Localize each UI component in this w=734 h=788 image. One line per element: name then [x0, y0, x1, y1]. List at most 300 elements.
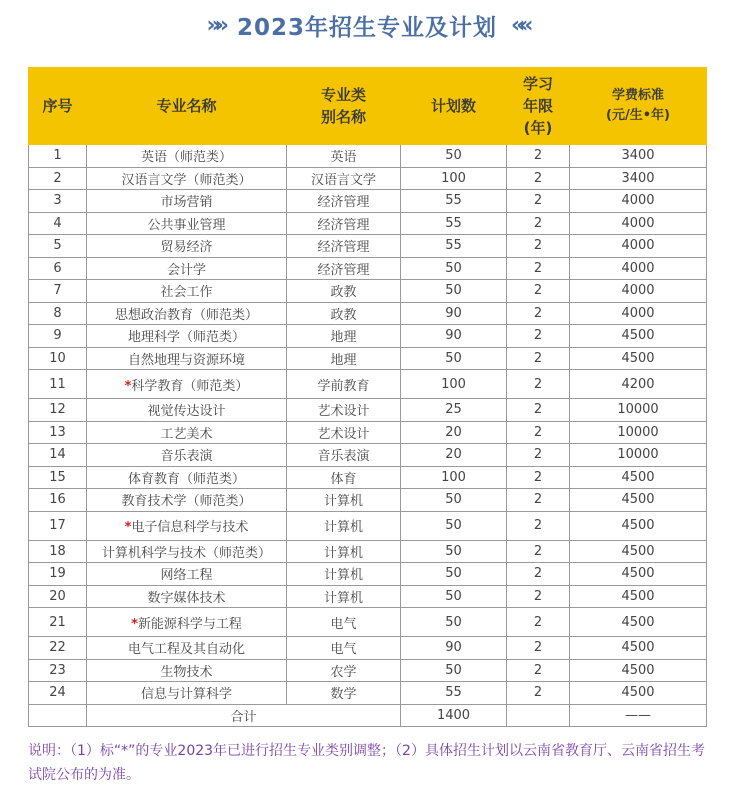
cell-plan [401, 608, 507, 637]
cell-plan [401, 190, 507, 213]
cell-no [29, 659, 87, 682]
cell-category [287, 235, 401, 258]
cell-years-text: 2 [533, 215, 543, 231]
cell-no [29, 444, 87, 467]
cell-no [29, 280, 87, 303]
cell-category [287, 466, 401, 489]
cell-category-text: 汉语言文学 [310, 172, 376, 188]
cell-years [507, 347, 570, 370]
cell-years [507, 421, 570, 444]
cell-category [287, 421, 401, 444]
cell-category-text: 地理 [330, 352, 357, 368]
table-row [29, 637, 707, 660]
chevron-left-double-icon: «« [511, 12, 528, 38]
cell-years-text: 2 [533, 402, 543, 418]
cell-fee [570, 659, 707, 682]
cell-category-text: 政教 [330, 285, 357, 301]
cell-category [287, 190, 401, 213]
cell-no [29, 190, 87, 213]
cell-fee [570, 608, 707, 637]
cell-major [87, 511, 287, 540]
cell-category [287, 347, 401, 370]
cell-no-text: 17 [49, 518, 66, 533]
cell-fee-text: 4500 [621, 685, 655, 701]
col-header-category-line2: 别名称 [320, 108, 366, 126]
cell-major-text: 音乐表演 [160, 449, 213, 465]
cell-plan [401, 466, 507, 489]
cell-no [29, 637, 87, 660]
cell-fee-text: 3400 [621, 170, 655, 186]
cell-years [507, 325, 570, 348]
cell-total-spacer [29, 704, 87, 727]
page-title: 2023年招生专业及计划 [236, 14, 497, 41]
cell-no-text: 23 [49, 662, 66, 678]
cell-category-text: 地理 [330, 330, 357, 346]
cell-years [507, 257, 570, 280]
cell-years [507, 659, 570, 682]
cell-plan [401, 489, 507, 512]
table-row [29, 302, 707, 325]
cell-major-text: 新能源科学与工程 [137, 616, 242, 632]
cell-no [29, 325, 87, 348]
cell-fee [570, 421, 707, 444]
cell-years [507, 444, 570, 467]
cell-no-text: 14 [49, 447, 66, 463]
cell-no [29, 347, 87, 370]
cell-fee [570, 511, 707, 540]
cell-major-text: 工艺美术 [160, 426, 213, 442]
cell-years-text: 2 [533, 193, 543, 209]
cell-years [507, 399, 570, 422]
cell-years-text: 2 [533, 260, 543, 276]
cell-plan-text: 50 [445, 662, 462, 678]
cell-plan [401, 235, 507, 258]
cell-major-text: 网络工程 [160, 568, 213, 584]
cell-total-years [507, 704, 570, 727]
cell-major [87, 682, 287, 705]
cell-major [87, 421, 287, 444]
cell-plan [401, 145, 507, 168]
cell-fee [570, 235, 707, 258]
cell-plan [401, 421, 507, 444]
table-body [29, 145, 707, 727]
cell-years-text: 2 [533, 640, 543, 656]
cell-years [507, 212, 570, 235]
cell-years-text: 2 [533, 148, 543, 164]
table-row [29, 682, 707, 705]
table-row [29, 325, 707, 348]
cell-category [287, 585, 401, 608]
cell-total-label: 合计 [87, 704, 401, 727]
cell-category-text: 英语 [330, 150, 357, 166]
cell-category-text: 经济管理 [317, 240, 370, 256]
table-row [29, 370, 707, 399]
cell-plan-text: 20 [445, 424, 462, 440]
cell-fee-text: 4200 [621, 376, 655, 392]
cell-fee [570, 399, 707, 422]
cell-no-text: 4 [53, 215, 62, 231]
cell-years [507, 466, 570, 489]
enrollment-table [28, 67, 707, 727]
cell-category-text: 政教 [330, 307, 357, 323]
cell-years-text: 2 [533, 305, 543, 321]
table-row [29, 489, 707, 512]
cell-no-text: 11 [49, 376, 66, 392]
cell-fee [570, 190, 707, 213]
cell-category-text: 学前教育 [317, 378, 370, 394]
cell-years [507, 563, 570, 586]
cell-no [29, 563, 87, 586]
table-row [29, 167, 707, 190]
cell-no [29, 585, 87, 608]
cell-category [287, 444, 401, 467]
cell-category-text: 体育 [330, 471, 357, 487]
cell-years [507, 585, 570, 608]
cell-category [287, 540, 401, 563]
cell-major-text: 市场营销 [160, 195, 213, 211]
table-row [29, 421, 707, 444]
adjusted-star-mark: * [131, 616, 138, 632]
cell-plan [401, 167, 507, 190]
title-bar [0, 0, 734, 50]
cell-major-text: 英语（师范类） [140, 150, 232, 166]
cell-years-text: 2 [533, 376, 543, 392]
chevron-right-double-icon: »» [206, 12, 223, 38]
cell-category-text: 计算机 [323, 520, 363, 535]
cell-fee [570, 325, 707, 348]
cell-fee-text: 10000 [617, 424, 659, 440]
cell-plan [401, 659, 507, 682]
cell-major [87, 325, 287, 348]
cell-fee-text: 4500 [621, 492, 655, 508]
cell-category [287, 302, 401, 325]
col-header-fee-line2: (元/生•年) [606, 108, 670, 123]
cell-category-text: 计算机 [323, 494, 363, 510]
cell-no-text: 2 [53, 170, 62, 186]
cell-major [87, 370, 287, 399]
table-row [29, 235, 707, 258]
cell-years [507, 167, 570, 190]
cell-category-text: 电气 [330, 642, 357, 658]
cell-no-text: 20 [49, 588, 66, 604]
cell-plan-text: 50 [445, 614, 462, 630]
cell-fee-text: 4500 [621, 662, 655, 678]
cell-no-text: 13 [49, 424, 66, 440]
cell-major-text: 生物技术 [160, 664, 213, 680]
cell-plan [401, 585, 507, 608]
cell-major [87, 489, 287, 512]
table-row [29, 444, 707, 467]
cell-plan-text: 25 [445, 402, 462, 418]
cell-fee [570, 347, 707, 370]
cell-fee [570, 212, 707, 235]
cell-years [507, 489, 570, 512]
cell-major-text: 教育技术学（师范类） [121, 494, 252, 510]
cell-no-text: 24 [49, 685, 66, 701]
cell-plan-text: 55 [445, 238, 462, 254]
cell-no-text: 18 [49, 543, 66, 559]
cell-no [29, 167, 87, 190]
cell-years [507, 637, 570, 660]
cell-no-text: 10 [49, 350, 66, 366]
col-header-plan: 计划数 [401, 68, 507, 145]
cell-category-text: 电气 [330, 616, 357, 632]
cell-years [507, 235, 570, 258]
cell-major-text: 信息与计算科学 [140, 687, 232, 703]
cell-years-text: 2 [533, 447, 543, 463]
cell-major-text: 数字媒体技术 [147, 590, 226, 606]
cell-major [87, 540, 287, 563]
cell-plan-text: 20 [445, 447, 462, 463]
cell-major-text: 思想政治教育（师范类） [114, 307, 258, 323]
cell-no-text: 16 [49, 492, 66, 508]
cell-major-text: 计算机科学与技术（师范类） [101, 545, 271, 561]
cell-fee-text: 4500 [621, 588, 655, 604]
cell-plan-text: 55 [445, 215, 462, 231]
cell-plan-text: 90 [445, 640, 462, 656]
cell-plan-text: 50 [445, 492, 462, 508]
table-row [29, 399, 707, 422]
cell-years-text: 2 [533, 685, 543, 701]
cell-plan [401, 325, 507, 348]
cell-years-text: 2 [533, 518, 543, 533]
cell-no [29, 212, 87, 235]
cell-fee [570, 280, 707, 303]
cell-fee [570, 540, 707, 563]
cell-total-plan: 1400 [401, 704, 507, 727]
cell-fee [570, 489, 707, 512]
cell-no [29, 370, 87, 399]
cell-major-text: 公共事业管理 [147, 217, 226, 233]
cell-plan [401, 540, 507, 563]
cell-fee [570, 682, 707, 705]
cell-category-text: 经济管理 [317, 195, 370, 211]
cell-category [287, 489, 401, 512]
cell-major [87, 145, 287, 168]
cell-no [29, 235, 87, 258]
col-header-category [287, 68, 401, 145]
footnote: 说明：（1）标“*”的专业2023年已进行招生专业类别调整；（2）具体招生计划以云南省教育厅、云南省招生考试院公布的为准。 [28, 743, 705, 783]
col-header-years-line2: 年限 [522, 97, 553, 115]
cell-fee-text: 3400 [621, 148, 655, 164]
cell-major [87, 257, 287, 280]
cell-no [29, 399, 87, 422]
cell-category [287, 637, 401, 660]
cell-major-text: 视觉传达设计 [147, 404, 226, 420]
cell-category-text: 经济管理 [317, 217, 370, 233]
cell-major [87, 608, 287, 637]
cell-no [29, 608, 87, 637]
table-row [29, 280, 707, 303]
table-row [29, 257, 707, 280]
cell-major-text: 科学教育（师范类） [131, 378, 249, 394]
cell-plan [401, 563, 507, 586]
cell-major [87, 399, 287, 422]
cell-category [287, 399, 401, 422]
cell-plan-text: 100 [441, 376, 466, 392]
cell-plan-text: 55 [445, 685, 462, 701]
cell-fee-text: 4000 [621, 193, 655, 209]
cell-plan [401, 637, 507, 660]
cell-fee-text: 4500 [621, 640, 655, 656]
cell-fee [570, 585, 707, 608]
cell-no-text: 21 [49, 614, 66, 630]
cell-plan-text: 50 [445, 283, 462, 299]
col-header-major: 专业名称 [87, 68, 287, 145]
adjusted-star-mark: * [124, 378, 132, 394]
table-row [29, 585, 707, 608]
cell-no-text: 8 [53, 305, 62, 321]
adjusted-star-mark: * [124, 520, 132, 535]
cell-years-text: 2 [533, 469, 543, 485]
cell-major [87, 235, 287, 258]
cell-category-text: 农学 [330, 664, 357, 680]
cell-fee-text: 4000 [621, 305, 655, 321]
cell-fee-text: 4500 [621, 566, 655, 582]
cell-fee-text: 4000 [621, 238, 655, 254]
cell-category [287, 167, 401, 190]
cell-no-text: 22 [49, 640, 66, 656]
cell-no-text: 3 [53, 193, 62, 209]
cell-major-text: 汉语言文学（师范类） [121, 172, 252, 188]
cell-fee-text: 10000 [617, 402, 659, 418]
cell-years [507, 540, 570, 563]
cell-fee-text: 4000 [621, 260, 655, 276]
cell-major [87, 212, 287, 235]
cell-fee-text: 4000 [621, 283, 655, 299]
cell-major [87, 637, 287, 660]
cell-no-text: 1 [53, 148, 62, 164]
col-header-years-line1: 学习 [522, 75, 553, 93]
cell-major-text: 体育教育（师范类） [127, 471, 245, 487]
cell-years [507, 608, 570, 637]
cell-years [507, 511, 570, 540]
cell-no [29, 421, 87, 444]
cell-category [287, 659, 401, 682]
cell-fee-text: 4500 [621, 328, 655, 344]
cell-category [287, 563, 401, 586]
cell-fee-text: 4500 [621, 469, 655, 485]
cell-category [287, 682, 401, 705]
cell-no [29, 466, 87, 489]
cell-category-text: 艺术设计 [317, 404, 370, 420]
cell-category [287, 212, 401, 235]
cell-category [287, 280, 401, 303]
cell-no [29, 302, 87, 325]
cell-category-text: 艺术设计 [317, 426, 370, 442]
cell-years-text: 2 [533, 424, 543, 440]
cell-years-text: 2 [533, 566, 543, 582]
cell-major [87, 302, 287, 325]
cell-years [507, 302, 570, 325]
table-row [29, 145, 707, 168]
col-header-category-line1: 专业类 [320, 86, 366, 104]
cell-major [87, 167, 287, 190]
cell-plan-text: 50 [445, 543, 462, 559]
cell-category [287, 257, 401, 280]
cell-major-text: 电气工程及其自动化 [127, 642, 245, 658]
cell-major [87, 563, 287, 586]
col-header-fee [570, 68, 707, 145]
cell-no [29, 145, 87, 168]
cell-plan [401, 302, 507, 325]
cell-no-text: 15 [49, 469, 66, 485]
cell-fee [570, 563, 707, 586]
cell-major-text: 社会工作 [160, 285, 213, 301]
cell-major [87, 585, 287, 608]
cell-major [87, 190, 287, 213]
cell-no-text: 6 [53, 260, 62, 276]
cell-major [87, 444, 287, 467]
col-header-years-line3: (年) [523, 119, 553, 137]
cell-plan-text: 90 [445, 328, 462, 344]
table-row [29, 659, 707, 682]
cell-fee-text: 4500 [621, 614, 655, 630]
cell-major [87, 659, 287, 682]
cell-no [29, 489, 87, 512]
cell-plan-text: 50 [445, 518, 462, 533]
cell-major-text: 电子信息科学与技术 [131, 520, 249, 535]
cell-no-text: 19 [49, 566, 66, 582]
cell-major-text: 自然地理与资源环境 [127, 352, 245, 368]
cell-plan [401, 257, 507, 280]
cell-years [507, 190, 570, 213]
cell-fee [570, 637, 707, 660]
cell-no [29, 540, 87, 563]
cell-category [287, 511, 401, 540]
cell-fee [570, 257, 707, 280]
cell-fee-text: 4000 [621, 215, 655, 231]
cell-years-text: 2 [533, 350, 543, 366]
cell-major-text: 会计学 [166, 262, 206, 278]
cell-category [287, 370, 401, 399]
cell-no-text: 9 [53, 328, 62, 344]
table-row [29, 212, 707, 235]
cell-plan [401, 511, 507, 540]
cell-total-fee: —— [570, 704, 707, 727]
cell-plan-text: 90 [445, 305, 462, 321]
cell-fee-text: 4500 [621, 543, 655, 559]
cell-plan [401, 280, 507, 303]
cell-fee [570, 167, 707, 190]
cell-plan-text: 50 [445, 260, 462, 276]
table-row [29, 511, 707, 540]
cell-years [507, 145, 570, 168]
cell-category-text: 计算机 [323, 590, 363, 606]
table-row [29, 190, 707, 213]
cell-fee [570, 145, 707, 168]
cell-fee-text: 10000 [617, 447, 659, 463]
table-row [29, 347, 707, 370]
table-header-row [29, 68, 707, 145]
cell-years-text: 2 [533, 614, 543, 630]
cell-major-text: 贸易经济 [160, 240, 213, 256]
cell-years [507, 682, 570, 705]
cell-category-text: 音乐表演 [317, 449, 370, 465]
cell-plan-text: 100 [441, 170, 466, 186]
cell-category-text: 计算机 [323, 568, 363, 584]
cell-fee [570, 466, 707, 489]
cell-major [87, 280, 287, 303]
table-row [29, 608, 707, 637]
table-row [29, 466, 707, 489]
col-header-fee-line1: 学费标准 [611, 88, 664, 103]
cell-category [287, 325, 401, 348]
cell-fee-text: 4500 [621, 350, 655, 366]
cell-fee [570, 370, 707, 399]
cell-years-text: 2 [533, 492, 543, 508]
cell-plan-text: 50 [445, 566, 462, 582]
